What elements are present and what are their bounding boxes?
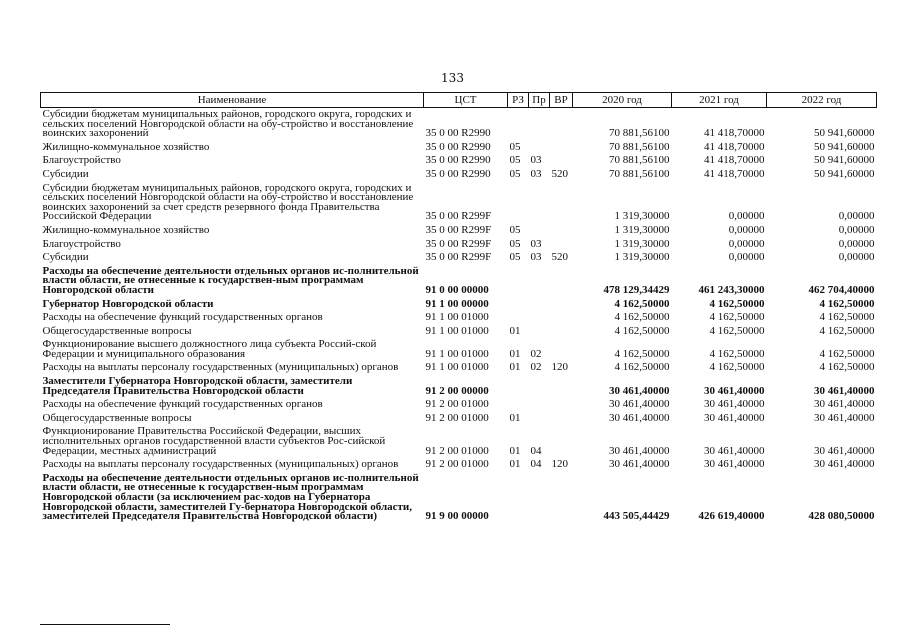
cell-2022: 30 461,40000	[814, 411, 875, 424]
table-row	[41, 398, 877, 412]
cell-cst: 91 1 00 00000	[425, 297, 489, 310]
header-pr: Пр	[529, 93, 550, 108]
cell-vr	[550, 141, 573, 155]
cell-2021: 0,00000	[728, 210, 765, 223]
cell-name: Благоустройство	[42, 154, 121, 167]
cell-rz	[508, 182, 529, 224]
cell-name: Расходы на выплаты персоналу государственных (муниципальных) органов	[42, 361, 399, 374]
cell-vr	[550, 398, 573, 412]
cell-pr: 03	[530, 251, 542, 264]
table-row	[41, 472, 877, 524]
cell-2020: 30 461,40000	[609, 398, 670, 411]
cell-name: Заместители Губернатора Новгородской области, заместители Председателя Правительства Новгородской области	[42, 375, 353, 397]
cell-2021: 4 162,50000	[709, 347, 765, 360]
cell-name: Расходы на обеспечение функций государственных органов	[42, 398, 323, 411]
cell-rz	[508, 265, 529, 298]
cell-vr: 120	[551, 361, 568, 374]
table-row	[41, 154, 877, 168]
cell-rz: 05	[509, 223, 521, 236]
cell-vr	[550, 298, 573, 312]
header-rz: РЗ	[508, 93, 529, 108]
cell-pr	[529, 311, 550, 325]
cell-2020: 1 319,30000	[614, 237, 670, 250]
table-row	[41, 141, 877, 155]
cell-name: Функционирование Правительства Российской Федерации, высших исполнительных органов государственной власти субъектов Рос-сийской Федерации, местных администраций	[42, 425, 386, 457]
cell-rz: 01	[509, 361, 521, 374]
cell-pr: 03	[530, 237, 542, 250]
cell-rz: 05	[509, 251, 521, 264]
cell-2020: 30 461,40000	[609, 384, 670, 397]
cell-name: Функционирование высшего должностного лица субъекта Россий-ской Федерации и муниципального образования	[42, 338, 377, 360]
header-vr: ВР	[550, 93, 573, 108]
cell-2022: 0,00000	[838, 223, 875, 236]
cell-2020: 443 505,44429	[603, 510, 670, 523]
table-row	[41, 458, 877, 472]
cell-2021: 41 418,70000	[704, 127, 765, 140]
header-2021: 2021 год	[672, 93, 767, 108]
cell-2022: 50 941,60000	[814, 140, 875, 153]
table-row	[41, 265, 877, 298]
cell-pr: 02	[530, 361, 542, 374]
cell-vr: 520	[551, 251, 568, 264]
table-row	[41, 168, 877, 182]
cell-name: Жилищно-коммунальное хозяйство	[42, 223, 210, 236]
cell-2022: 0,00000	[838, 237, 875, 250]
cell-2021: 4 162,50000	[709, 297, 765, 310]
cell-cst: 35 0 00 R2990	[425, 154, 491, 167]
cell-pr: 04	[530, 458, 542, 471]
cell-2022: 4 162,50000	[819, 361, 875, 374]
cell-vr: 520	[551, 167, 568, 180]
table-row	[41, 412, 877, 426]
cell-name: Расходы на обеспечение деятельности отдельных органов ис-полнительной власти области, не отнесенные к государствен-ным программам Новгородской области (за исключением рас-ходов на Губернатора Новгородской области, заместителей Гу-бернатора Новгородской области, заместителей Председателя Правительства Новгородской области)	[42, 471, 419, 523]
header-2022: 2022 год	[767, 93, 877, 108]
cell-rz	[508, 398, 529, 412]
cell-2022: 4 162,50000	[819, 311, 875, 324]
cell-vr	[550, 311, 573, 325]
cell-2020: 30 461,40000	[609, 458, 670, 471]
cell-2020: 4 162,50000	[614, 297, 670, 310]
cell-2020: 30 461,40000	[609, 444, 670, 457]
cell-2021: 4 162,50000	[709, 324, 765, 337]
cell-rz: 05	[509, 237, 521, 250]
cell-pr	[529, 398, 550, 412]
cell-vr	[550, 182, 573, 224]
cell-2021: 41 418,70000	[704, 167, 765, 180]
cell-cst: 91 2 00 01000	[425, 411, 489, 424]
cell-vr	[550, 108, 573, 141]
cell-rz	[508, 311, 529, 325]
cell-2021: 41 418,70000	[704, 154, 765, 167]
table-row	[41, 224, 877, 238]
cell-name: Общегосударственные вопросы	[42, 324, 192, 337]
cell-2020: 478 129,34429	[603, 283, 670, 296]
cell-2021: 0,00000	[728, 223, 765, 236]
cell-cst: 35 0 00 R299F	[425, 223, 492, 236]
cell-2021: 426 619,40000	[698, 510, 765, 523]
cell-cst: 91 2 00 00000	[425, 384, 489, 397]
cell-2022: 30 461,40000	[814, 458, 875, 471]
cell-pr: 04	[530, 444, 542, 457]
cell-name: Общегосударственные вопросы	[42, 411, 192, 424]
table-row	[41, 182, 877, 224]
table-row	[41, 375, 877, 398]
cell-2022: 4 162,50000	[819, 347, 875, 360]
cell-2020: 1 319,30000	[614, 223, 670, 236]
cell-2020: 4 162,50000	[614, 347, 670, 360]
cell-2021: 0,00000	[728, 251, 765, 264]
cell-pr	[529, 375, 550, 398]
header-cst: ЦСТ	[424, 93, 508, 108]
cell-name: Субсидии бюджетам муниципальных районов, городского округа, городских и сельских поселений Новгородской области на обу-стройство и восстановление воинских захоронений за счет средств резервного фонда Правительства Российской Федерации	[42, 181, 414, 223]
header-2020: 2020 год	[573, 93, 672, 108]
cell-name: Субсидии бюджетам муниципальных районов, городского округа, городских и сельских поселений Новгородской области на обу-стройство и восстановление воинских захоронений	[42, 108, 414, 140]
cell-name: Расходы на обеспечение деятельности отдельных органов ис-полнительной власти области, не отнесенные к государствен-ным программам Новгородской области	[42, 264, 419, 296]
cell-cst: 35 0 00 R299F	[425, 251, 492, 264]
table-row	[41, 425, 877, 458]
cell-2020: 4 162,50000	[614, 311, 670, 324]
cell-2021: 30 461,40000	[704, 398, 765, 411]
cell-vr	[550, 265, 573, 298]
cell-vr	[550, 472, 573, 524]
cell-vr: 120	[551, 458, 568, 471]
cell-2020: 70 881,56100	[609, 167, 670, 180]
table-row	[41, 298, 877, 312]
cell-2021: 41 418,70000	[704, 140, 765, 153]
cell-2020: 70 881,56100	[609, 140, 670, 153]
cell-2022: 0,00000	[838, 210, 875, 223]
cell-2022: 462 704,40000	[808, 283, 875, 296]
cell-cst: 91 1 00 01000	[425, 347, 489, 360]
cell-name: Жилищно-коммунальное хозяйство	[42, 140, 210, 153]
table-body	[41, 108, 877, 524]
cell-rz	[508, 108, 529, 141]
cell-vr	[550, 224, 573, 238]
cell-name: Благоустройство	[42, 237, 121, 250]
cell-rz: 01	[509, 347, 521, 360]
cell-pr	[529, 412, 550, 426]
cell-name: Губернатор Новгородской области	[42, 297, 214, 310]
cell-cst: 91 1 00 01000	[425, 324, 489, 337]
cell-vr	[550, 325, 573, 339]
cell-2022: 4 162,50000	[819, 297, 875, 310]
table-row	[41, 338, 877, 361]
cell-2020: 1 319,30000	[614, 251, 670, 264]
cell-cst: 91 9 00 00000	[425, 510, 489, 523]
cell-pr: 03	[530, 167, 542, 180]
cell-cst: 91 2 00 01000	[425, 444, 489, 457]
cell-cst: 91 1 00 01000	[425, 361, 489, 374]
cell-name: Субсидии	[42, 251, 89, 264]
cell-cst: 35 0 00 R2990	[425, 167, 491, 180]
cell-rz: 05	[509, 140, 521, 153]
cell-2020: 1 319,30000	[614, 210, 670, 223]
cell-cst: 35 0 00 R2990	[425, 140, 491, 153]
page-number: 133	[441, 71, 464, 85]
table-row	[41, 325, 877, 339]
cell-2022: 50 941,60000	[814, 167, 875, 180]
table-row	[41, 238, 877, 252]
table-row	[41, 251, 877, 265]
cell-2022: 4 162,50000	[819, 324, 875, 337]
cell-rz: 01	[509, 444, 521, 457]
cell-pr	[529, 472, 550, 524]
cell-cst: 91 2 00 01000	[425, 398, 489, 411]
cell-2022: 30 461,40000	[814, 384, 875, 397]
cell-2021: 30 461,40000	[704, 411, 765, 424]
table-row	[41, 108, 877, 141]
cell-cst: 35 0 00 R299F	[425, 210, 492, 223]
cell-2022: 428 080,50000	[808, 510, 875, 523]
cell-2022: 30 461,40000	[814, 398, 875, 411]
cell-rz: 05	[509, 154, 521, 167]
cell-pr	[529, 298, 550, 312]
cell-pr	[529, 224, 550, 238]
cell-pr	[529, 265, 550, 298]
cell-2020: 70 881,56100	[609, 154, 670, 167]
cell-name: Расходы на обеспечение функций государственных органов	[42, 311, 323, 324]
cell-pr	[529, 141, 550, 155]
cell-2021: 4 162,50000	[709, 361, 765, 374]
cell-name: Субсидии	[42, 167, 89, 180]
cell-2021: 30 461,40000	[704, 444, 765, 457]
cell-cst: 91 1 00 01000	[425, 311, 489, 324]
cell-name: Расходы на выплаты персоналу государственных (муниципальных) органов	[42, 458, 399, 471]
cell-2022: 0,00000	[838, 251, 875, 264]
cell-rz	[508, 472, 529, 524]
cell-vr	[550, 238, 573, 252]
table-row	[41, 361, 877, 375]
cell-rz: 01	[509, 411, 521, 424]
cell-rz	[508, 298, 529, 312]
cell-rz: 05	[509, 167, 521, 180]
cell-2021: 30 461,40000	[704, 384, 765, 397]
cell-pr	[529, 182, 550, 224]
cell-2022: 30 461,40000	[814, 444, 875, 457]
cell-2021: 0,00000	[728, 237, 765, 250]
cell-2021: 30 461,40000	[704, 458, 765, 471]
cell-vr	[550, 338, 573, 361]
cell-2022: 50 941,60000	[814, 154, 875, 167]
cell-2020: 70 881,56100	[609, 127, 670, 140]
cell-pr: 02	[530, 347, 542, 360]
cell-2020: 4 162,50000	[614, 361, 670, 374]
cell-rz: 01	[509, 324, 521, 337]
cell-2020: 4 162,50000	[614, 324, 670, 337]
cell-2020: 30 461,40000	[609, 411, 670, 424]
cell-2022: 50 941,60000	[814, 127, 875, 140]
cell-vr	[550, 425, 573, 458]
cell-vr	[550, 375, 573, 398]
cell-rz	[508, 375, 529, 398]
cell-2021: 4 162,50000	[709, 311, 765, 324]
cell-pr	[529, 108, 550, 141]
footnote-rule	[40, 624, 170, 625]
budget-table	[40, 92, 877, 524]
table-header-row	[41, 93, 877, 108]
cell-cst: 91 2 00 01000	[425, 458, 489, 471]
cell-pr: 03	[530, 154, 542, 167]
table-row	[41, 311, 877, 325]
header-name: Наименование	[41, 93, 424, 108]
cell-vr	[550, 154, 573, 168]
cell-rz: 01	[509, 458, 521, 471]
cell-pr	[529, 325, 550, 339]
cell-cst: 35 0 00 R2990	[425, 127, 491, 140]
cell-cst: 35 0 00 R299F	[425, 237, 492, 250]
cell-cst: 91 0 00 00000	[425, 283, 489, 296]
cell-vr	[550, 412, 573, 426]
cell-2021: 461 243,30000	[698, 283, 765, 296]
